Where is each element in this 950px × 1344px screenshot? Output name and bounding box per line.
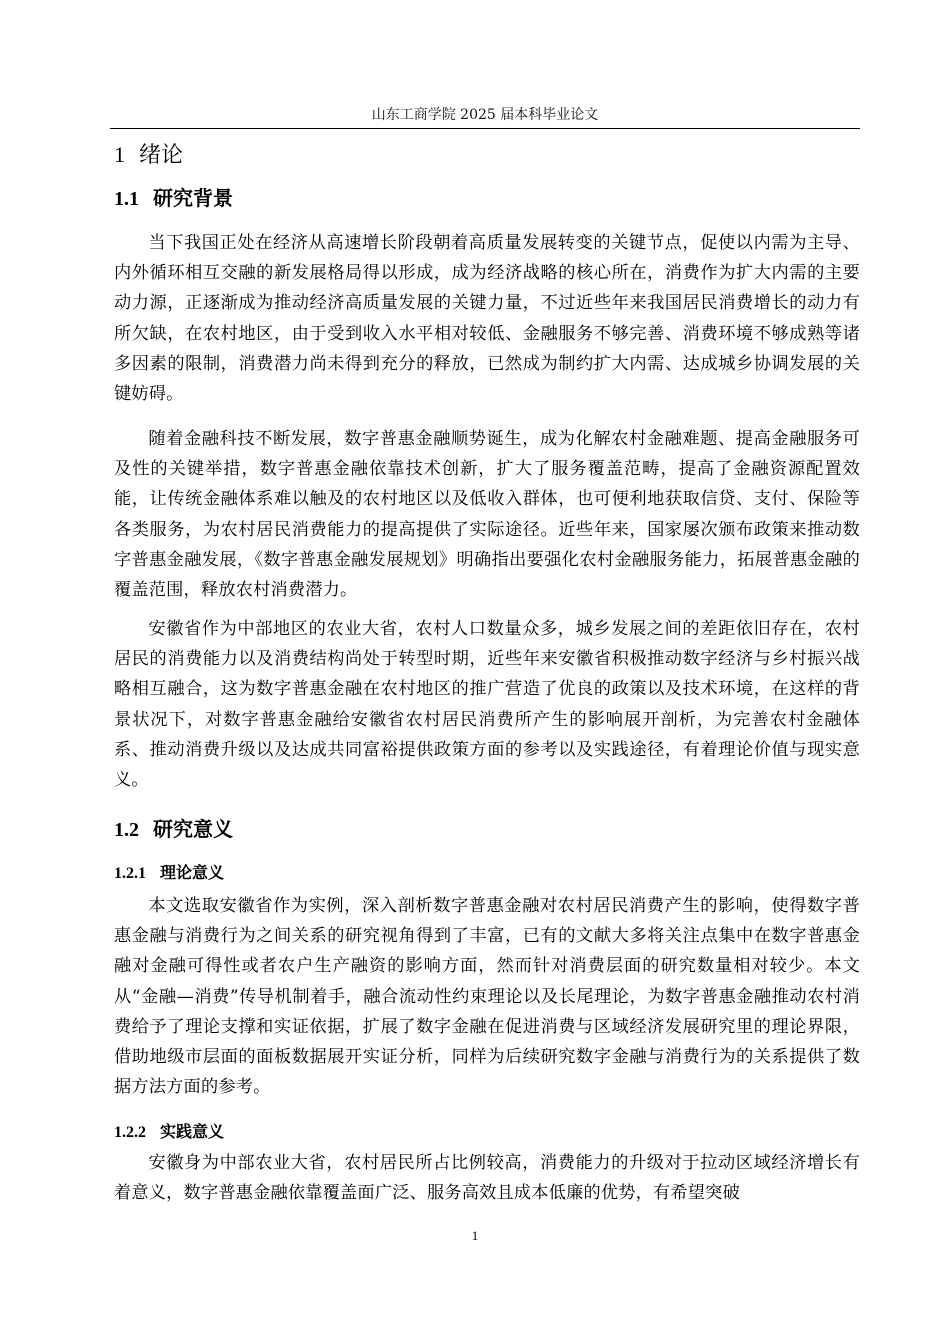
- paragraph: 安徽身为中部农业大省，农村居民所占比例较高，消费能力的升级对于拉动区域经济增长有着意义，数字普惠金融依靠覆盖面广泛、服务高效且成本低廉的优势，有希望突破: [114, 1153, 860, 1204]
- section-heading-background: [114, 184, 233, 213]
- section-title: 研究背景: [153, 186, 233, 210]
- page-number: 1: [471, 1228, 479, 1243]
- subsection-heading-practice: [114, 1120, 224, 1145]
- subsection-number: 1.2.2: [114, 1124, 146, 1141]
- paragraph: 随着金融科技不断发展，数字普惠金融顺势诞生，成为化解农村金融难题、提高金融服务可及性的关键举措，数字普惠金融依靠技术创新，扩大了服务覆盖范畴，提高了金融资源配置效能，让传统金融体系难以触及的农村地区以及低收入群体，也可便利地获取信贷、支付、保险等各类服务，为农村居民消费能力的提高提供了实际途径。近些年来，国家屡次颁布政策来推动数字普惠金融发展，《数字普惠金融发展规划》明确指出要强化农村金融服务能力，拓展普惠金融的覆盖范围，释放农村消费潜力。: [114, 429, 860, 601]
- subsection-title: 实践意义: [160, 1122, 225, 1141]
- subsection-title: 理论意义: [160, 863, 225, 882]
- section-heading-significance: [114, 815, 233, 844]
- section-number: 1.1: [114, 188, 139, 210]
- section-number: 1.2: [114, 819, 139, 841]
- paragraph: 当下我国正处在经济从高速增长阶段朝着高质量发展转变的关键节点，促使以内需为主导、内外循环相互交融的新发展格局得以形成，成为经济战略的核心所在，消费作为扩大内需的主要动力源，正逐渐成为推动经济高质量发展的关键力量，不过近些年来我国居民消费增长的动力有所欠缺，在农村地区，由于受到收入水平相对较低、金融服务不够完善、消费环境不够成熟等诸多因素的限制，消费潜力尚未得到充分的释放，已然成为制约扩大内需、达成城乡协调发展的关键妨碍。: [114, 233, 860, 405]
- paragraph: 安徽省作为中部地区的农业大省，农村人口数量众多，城乡发展之间的差距依旧存在，农村居民的消费能力以及消费结构尚处于转型时期，近些年来安徽省积极推动数字经济与乡村振兴战略相互融合，这为数字普惠金融在农村地区的推广营造了优良的政策以及技术环境，在这样的背景状况下，对数字普惠金融给安徽省农村居民消费所产生的影响展开剖析，为完善农村金融体系、推动消费升级以及达成共同富裕提供政策方面的参考以及实践途径，有着理论价值与现实意义。: [114, 619, 860, 791]
- section-title: 研究意义: [153, 817, 233, 841]
- chapter-heading: [114, 140, 183, 171]
- header-rule: [110, 128, 860, 129]
- subsection-number: 1.2.1: [114, 865, 146, 882]
- chapter-title: 绪论: [139, 143, 184, 168]
- paragraph: 本文选取安徽省作为实例，深入剖析数字普惠金融对农村居民消费产生的影响，使得数字普惠金融与消费行为之间关系的研究视角得到了丰富，已有的文献大多将关注点集中在数字普惠金融对金融可得性或者农户生产融资的影响方面，然而针对消费层面的研究数量相对较少。本文从“金融—消费”传导机制着手，融合流动性约束理论以及长尾理论，为数字普惠金融推动农村消费给予了理论支撑和实证依据，扩展了数字金融在促进消费与区域经济发展研究里的理论界限，借助地级市层面的面板数据展开实证分析，同样为后续研究数字金融与消费行为的关系提供了数据方法方面的参考。: [114, 896, 860, 1098]
- chapter-number: 1: [114, 142, 125, 167]
- running-header: 山东工商学院 2025 届本科毕业论文: [371, 107, 599, 123]
- subsection-heading-theory: [114, 861, 224, 886]
